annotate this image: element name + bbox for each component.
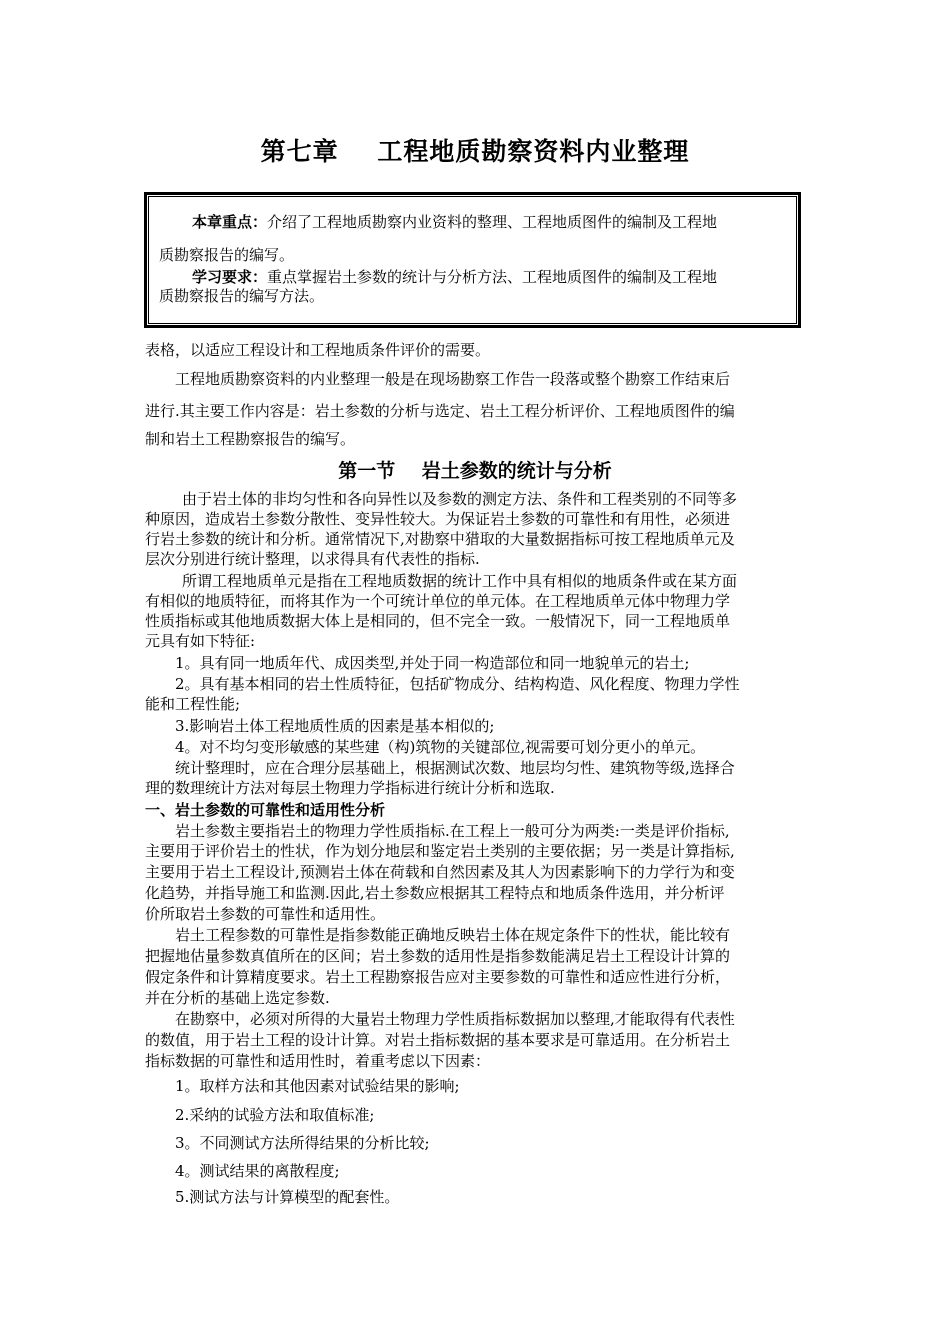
intro-line: 工程地质勘察资料的内业整理一般是在现场勘察工作告一段落或整个勘察工作结束后: [175, 370, 731, 388]
list-item: 3。不同测试方法所得结果的分析比较;: [175, 1134, 430, 1152]
paragraph-line: 指标数据的可靠性和适用性时，着重考虑以下因素：: [145, 1052, 491, 1070]
intro-line: 进行.其主要工作内容是：岩土参数的分析与选定、岩土工程分析评价、工程地质图件的编: [145, 402, 735, 420]
summary-focus-line-1: [192, 211, 717, 232]
paragraph-line: 元具有如下特征:: [145, 632, 256, 650]
paragraph-line: 由于岩土体的非均匀性和各向异性以及参数的测定方法、条件和工程类别的不同等多: [182, 490, 738, 508]
subsection-heading: 一、岩土参数的可靠性和适用性分析: [145, 801, 386, 819]
paragraph-line: 价所取岩土参数的可靠性和适用性。: [145, 905, 386, 923]
paragraph-line: 主要用于评价岩土的性状，作为划分地层和鉴定岩土类别的主要依据；另一类是计算指标,: [145, 842, 735, 860]
list-item: 3.影响岩土体工程地质性质的因素是基本相似的;: [175, 717, 495, 735]
focus-label: 本章重点：: [192, 213, 268, 231]
requirement-text: 重点掌握岩土参数的统计与分析方法、工程地质图件的编制及工程地: [267, 268, 718, 286]
paragraph-line: 主要用于岩土工程设计,预测岩土体在荷载和自然因素及其人为因素影响下的力学行为和变: [145, 863, 735, 881]
intro-line: 制和岩土工程勘察报告的编写。: [145, 430, 356, 448]
paragraph-line: 并在分析的基础上选定参数.: [145, 989, 330, 1007]
paragraph-line: 统计整理时，应在合理分层基础上，根据测试次数、地层均匀性、建筑物等级,选择合: [175, 759, 735, 777]
list-item: 5.测试方法与计算模型的配套性。: [175, 1188, 400, 1206]
list-item: 2.采纳的试验方法和取值标准;: [175, 1106, 375, 1124]
summary-focus-line-2: 质勘察报告的编写。: [159, 246, 295, 264]
paragraph-line: 有相似的地质特征，而将其作为一个可统计单位的单元体。在工程地质单元体中物理力学: [145, 592, 731, 610]
paragraph-line: 岩土工程参数的可靠性是指参数能正确地反映岩土体在规定条件下的性状，能比较有: [175, 926, 731, 944]
focus-text: 介绍了工程地质勘察内业资料的整理、工程地质图件的编制及工程地: [267, 213, 718, 231]
list-item: 2。具有基本相同的岩土性质特征，包括矿物成分、结构构造、风化程度、物理力学性: [175, 675, 740, 693]
list-item: 4。对不均匀变形敏感的某些建（构)筑物的关键部位,视需要可划分更小的单元。: [175, 738, 706, 756]
paragraph-line: 理的数理统计方法对每层土物理力学指标进行统计分析和选取.: [145, 779, 555, 797]
list-item: 能和工程性能;: [145, 695, 241, 713]
paragraph-line: 把握地估量参数真值所在的区间；岩土参数的适用性是指参数能满足岩土工程设计计算的: [145, 947, 731, 965]
paragraph-line: 所谓工程地质单元是指在工程地质数据的统计工作中具有相似的地质条件或在某方面: [182, 572, 738, 590]
paragraph-line: 化趋势，并指导施工和监测.因此,岩土参数应根据其工程特点和地质条件选用，并分析评: [145, 884, 725, 902]
paragraph-line: 层次分别进行统计整理，以求得具有代表性的指标.: [145, 550, 480, 568]
section-title: 第一节 岩土参数的统计与分析: [338, 460, 612, 482]
paragraph-line: 岩土参数主要指岩土的物理力学性质指标.在工程上一般可分为两类:一类是评价指标,: [175, 822, 730, 840]
list-item: 1。取样方法和其他因素对试验结果的影响;: [175, 1077, 460, 1095]
paragraph-line: 行岩土参数的统计和分析。通常情况下,对勘察中猎取的大量数据指标可按工程地质单元及: [145, 530, 735, 548]
paragraph-line: 假定条件和计算精度要求。岩土工程勘察报告应对主要参数的可靠性和适应性进行分析，: [145, 968, 731, 986]
paragraph-line: 性质指标或其他地质数据大体上是相同的，但不完全一致。一般情况下，同一工程地质单: [145, 612, 731, 630]
list-item: 4。测试结果的离散程度;: [175, 1162, 340, 1180]
list-item: 1。具有同一地质年代、成因类型,并处于同一构造部位和同一地貌单元的岩土;: [175, 654, 690, 672]
paragraph-line: 种原因，造成岩土参数分散性、变异性较大。为保证岩土参数的可靠性和有用性，必须进: [145, 510, 731, 528]
paragraph-line: 的数值，用于岩土工程的设计计算。对岩土指标数据的基本要求是可靠适用。在分析岩土: [145, 1031, 731, 1049]
intro-line: 表格，以适应工程设计和工程地质条件评价的需要。: [145, 341, 491, 359]
chapter-title: 第七章 工程地质勘察资料内业整理: [260, 137, 690, 166]
paragraph-line: 在勘察中，必须对所得的大量岩土物理力学性质指标数据加以整理,才能取得有代表性: [175, 1010, 735, 1028]
requirement-label: 学习要求：: [192, 268, 268, 286]
summary-requirement-line-1: [192, 266, 717, 287]
summary-requirement-line-2: 质勘察报告的编写方法。: [159, 287, 325, 305]
